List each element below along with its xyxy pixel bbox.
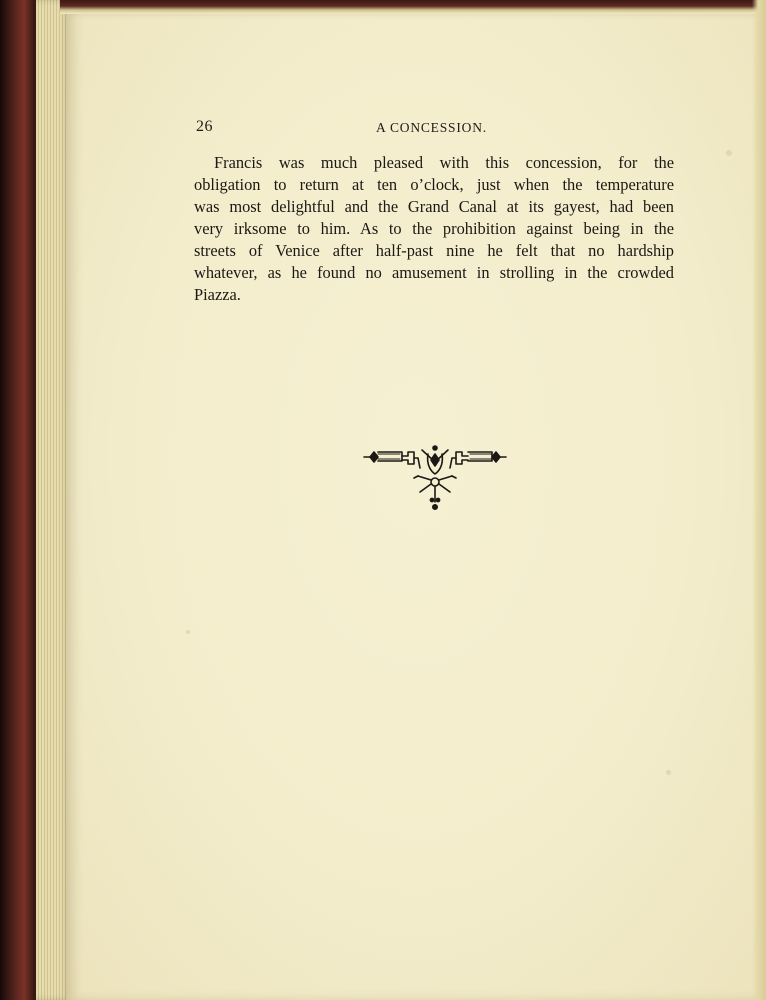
text-line: Piazza. (194, 285, 241, 304)
text-line: whatever, as he found no amusement in strolling in the crowded (194, 263, 674, 282)
book-cover-edge (0, 0, 40, 1000)
text-line: obligation to return at ten o’clock, just when the temperature (194, 175, 674, 194)
text-line: streets of Venice after half-past nine he felt that no hardship (194, 241, 674, 260)
text-line: Francis was much pleased with this concession, for the (214, 153, 674, 172)
foxing-spot (726, 150, 732, 156)
running-head (196, 118, 674, 138)
text-line: was most delightful and the Grand Canal at its gayest, had been (194, 197, 674, 216)
page-number: 26 (196, 118, 213, 135)
foxing-spot (186, 630, 190, 634)
floral-tailpiece-icon (362, 440, 508, 512)
page-stack-edge (36, 0, 70, 1000)
running-title: A CONCESSION. (376, 120, 487, 135)
top-binding-shadow (60, 0, 766, 14)
page-right-edge (752, 0, 766, 1000)
body-paragraph (194, 152, 674, 306)
foxing-spot (666, 770, 671, 775)
text-line: very irksome to him. As to the prohibition against being in the (194, 219, 674, 238)
